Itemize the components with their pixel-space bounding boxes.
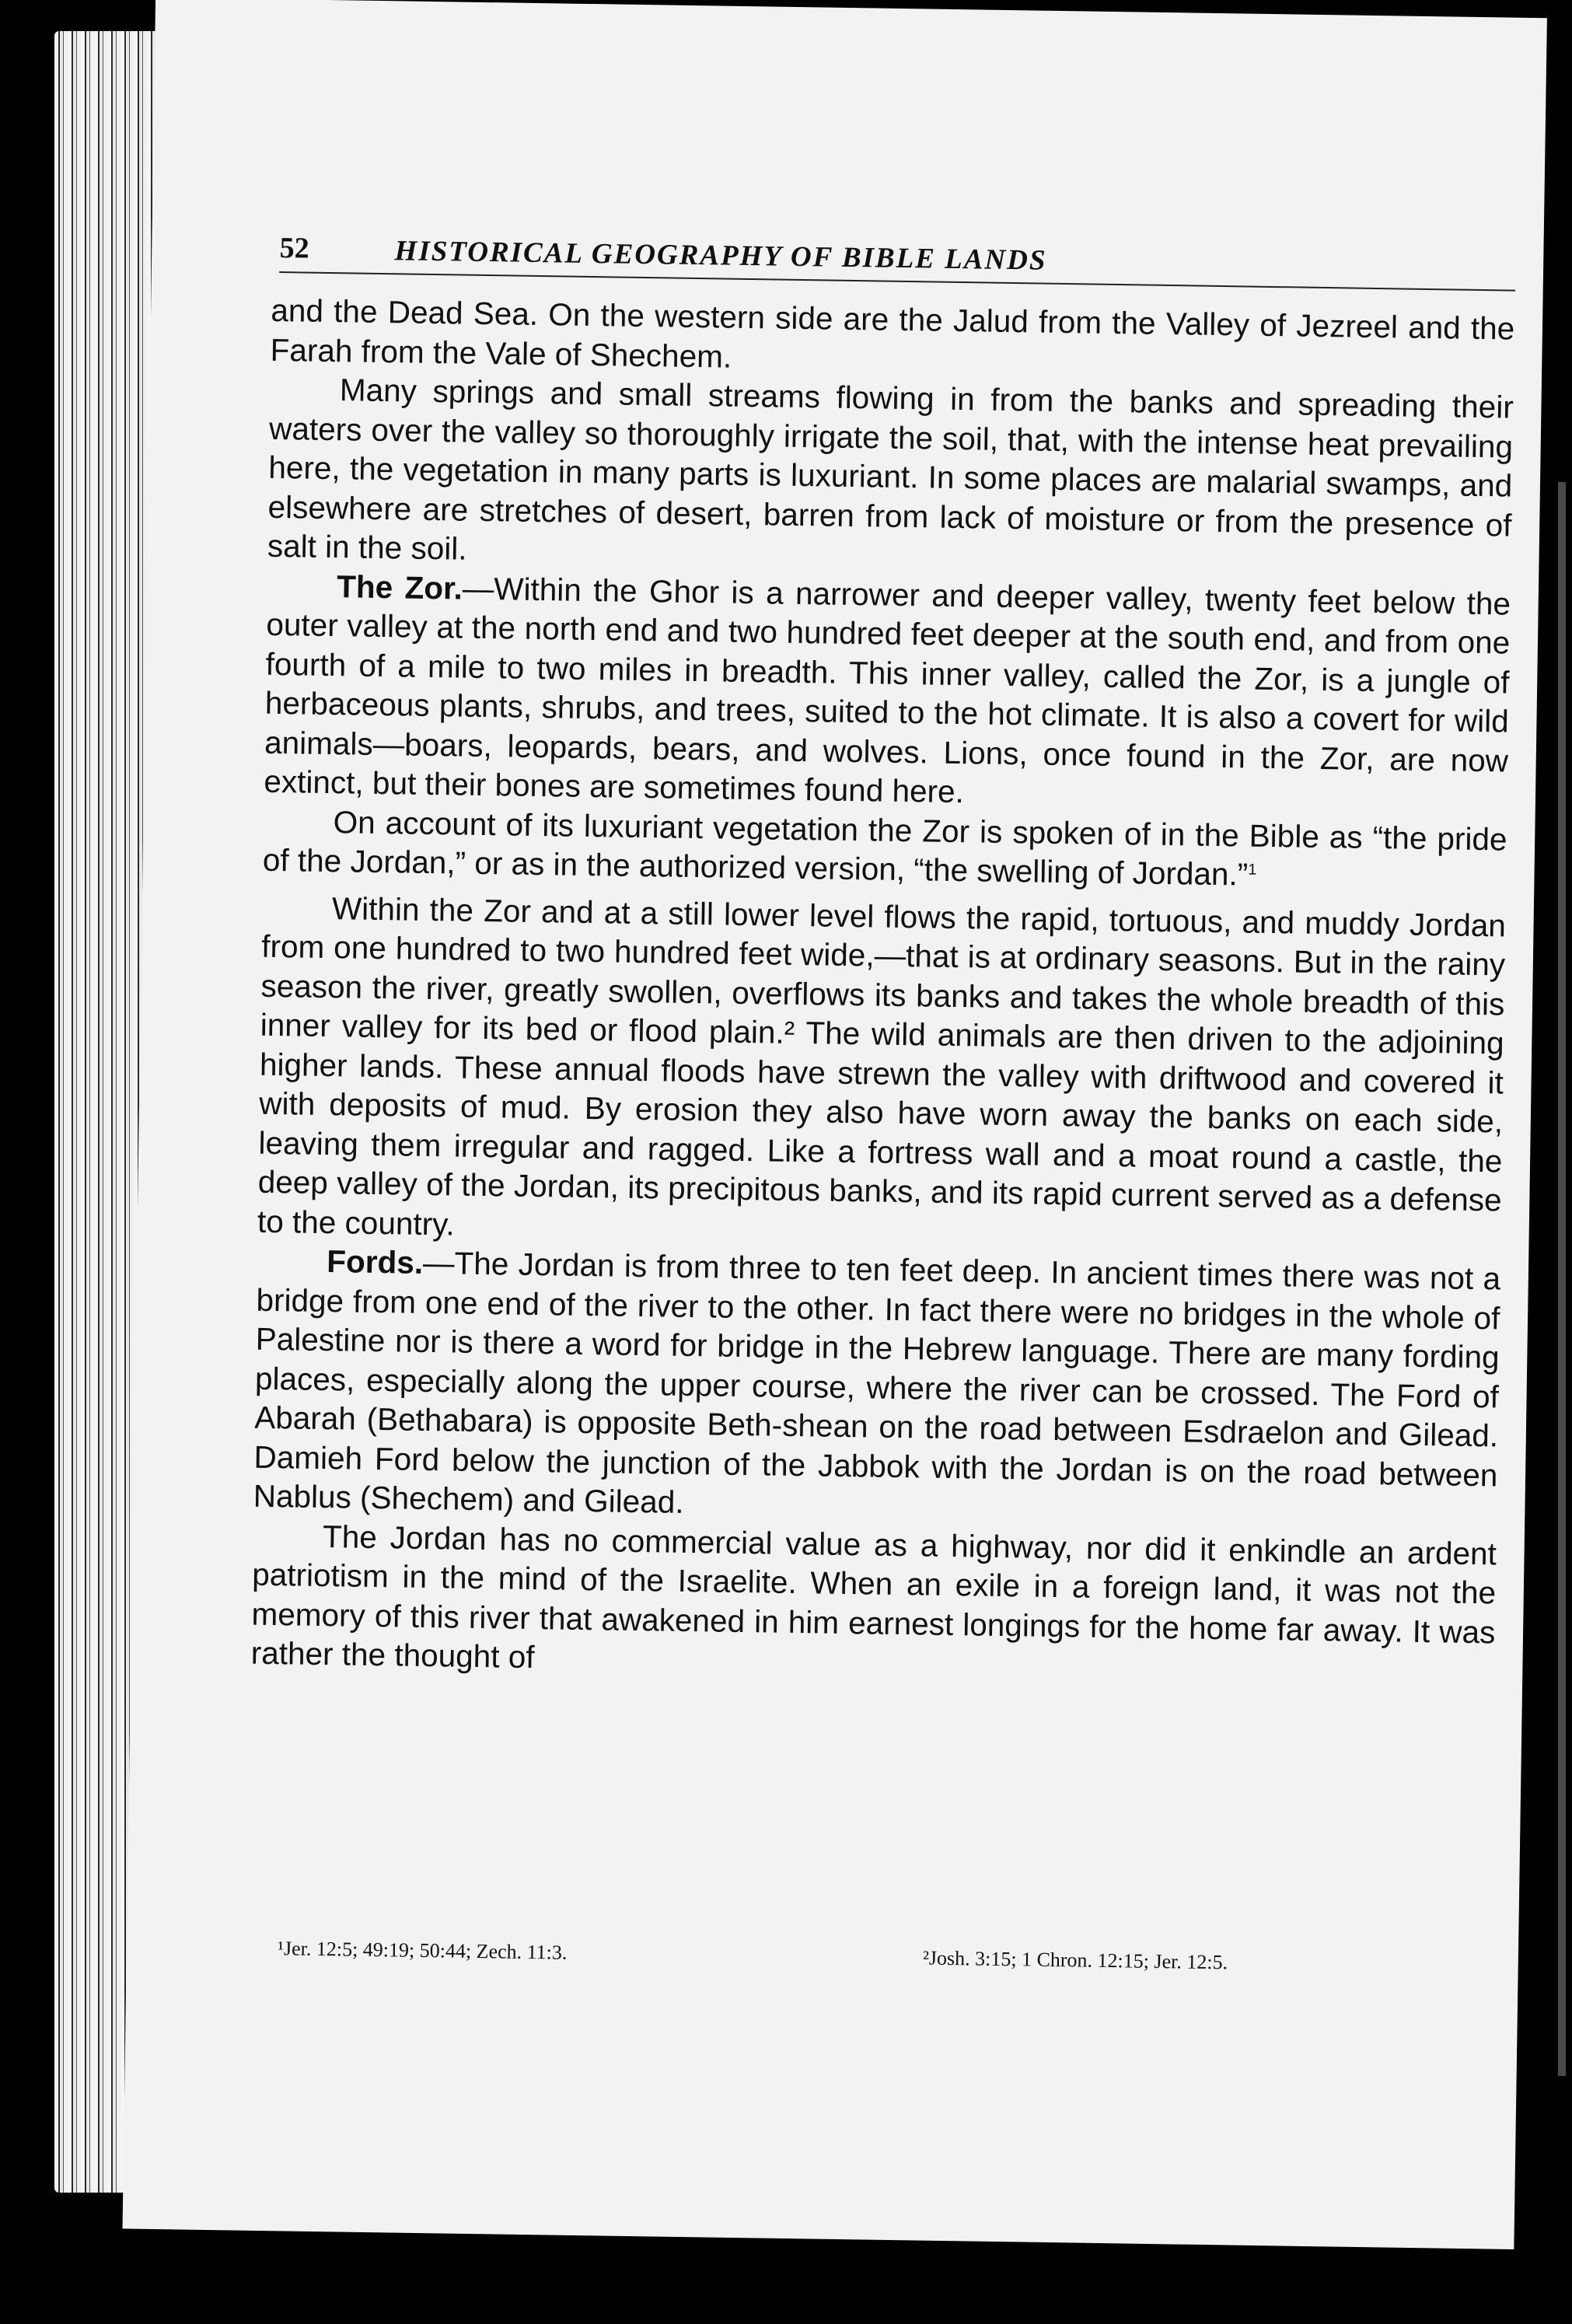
body-text <box>250 291 1514 1691</box>
footnotes <box>246 1937 1490 1974</box>
page-header <box>279 225 1516 292</box>
footnote-ref-1: 1 <box>1248 861 1257 879</box>
footnote-2: ²Josh. 3:15; 1 Chron. 12:15; Jer. 12:5. <box>922 1946 1228 1974</box>
paragraph-2: Many springs and small streams flowing in from the banks and spreading their waters over the valley so thoroughly irrigate the soil, that, with the intense heat prevailing here, the vegetation in many parts is luxuriant. In some places are malarial swamps, and elsewhere are stretches of desert, barren from lack of moisture or from the presence of salt in the soil. <box>267 372 1514 567</box>
footnote-1: ¹Jer. 12:5; 49:19; 50:44; Zech. 11:3. <box>277 1937 568 1964</box>
paragraph-fords: Fords.—The Jordan is from three to ten feet deep. In ancient times there was not a bridge from one end of the river to the other. In fact there were no bridges in the whole of Palestine nor is there a word for bridge in the Hebrew language. There are many fording places, especially along the upper course, where the river can be crossed. The Ford of Abarah (Bethabara) is opposite Beth-shean on the road between Esdraelon and Gilead. Damieh Ford below the junction of the Jabbok with the Jordan is on the road between Nablus (Shechem) and Gilead. <box>253 1243 1501 1520</box>
section-heading-zor: The Zor. <box>336 568 463 606</box>
running-title: HISTORICAL GEOGRAPHY OF BIBLE LANDS <box>394 235 1047 277</box>
paragraph-5: Within the Zor and at a still lower level flows the rapid, tortuous, and muddy Jordan from one hundred to two hundred feet wide,—that is at ordinary seasons. But in the rainy season the river, greatly swollen, overflows its banks and takes the whole breadth of this inner valley for its bed or flood plain.² The wild animals are then driven to the adjoining higher lands. These annual floods have strewn the valley with driftwood and covered it with deposits of mud. By erosion they also have worn away the banks on each side, leaving them irregular and ragged. Like a fortress wall and a moat round a castle, the deep valley of the Jordan, its precipitous banks, and its rapid current served as a defense to the country. <box>257 889 1507 1242</box>
page-number: 52 <box>279 232 309 265</box>
paragraph-4: On account of its luxuriant vegetation the Zor is spoken of in the Bible as “the pride of the Jordan,” or as in the authorized version, “the swelling of Jordan.”$^1$ <box>262 803 1507 893</box>
paragraph-1: and the Dead Sea. On the western side are the Jalud from the Valley of Jezreel and the Farah from the Vale of Shechem. <box>270 292 1515 375</box>
section-heading-fords: Fords. <box>326 1243 424 1281</box>
paragraph-the-zor: The Zor.—Within the Ghor is a narrower and deeper valley, twenty feet below the outer valley at the north end and two hundred feet deeper at the south end, and from one fourth of a mile to two miles in breadth. This inner valley, called the Zor, is a jungle of herbaceous plants, shrubs, and trees, suited to the hot climate. It is also a covert for wild animals—boars, leopards, bears, and wolves. Lions, once found in the Zor, are now extinct, but their bones are sometimes found here. <box>264 568 1511 810</box>
paragraph-7: The Jordan has no commercial value as a highway, nor did it enkindle an ardent patriotism in the mind of the Israelite. When an exile in a foreign land, it was not the memory of this river that awakened in him earnest longings for the home far away. It was rather the thought of <box>250 1518 1497 1676</box>
